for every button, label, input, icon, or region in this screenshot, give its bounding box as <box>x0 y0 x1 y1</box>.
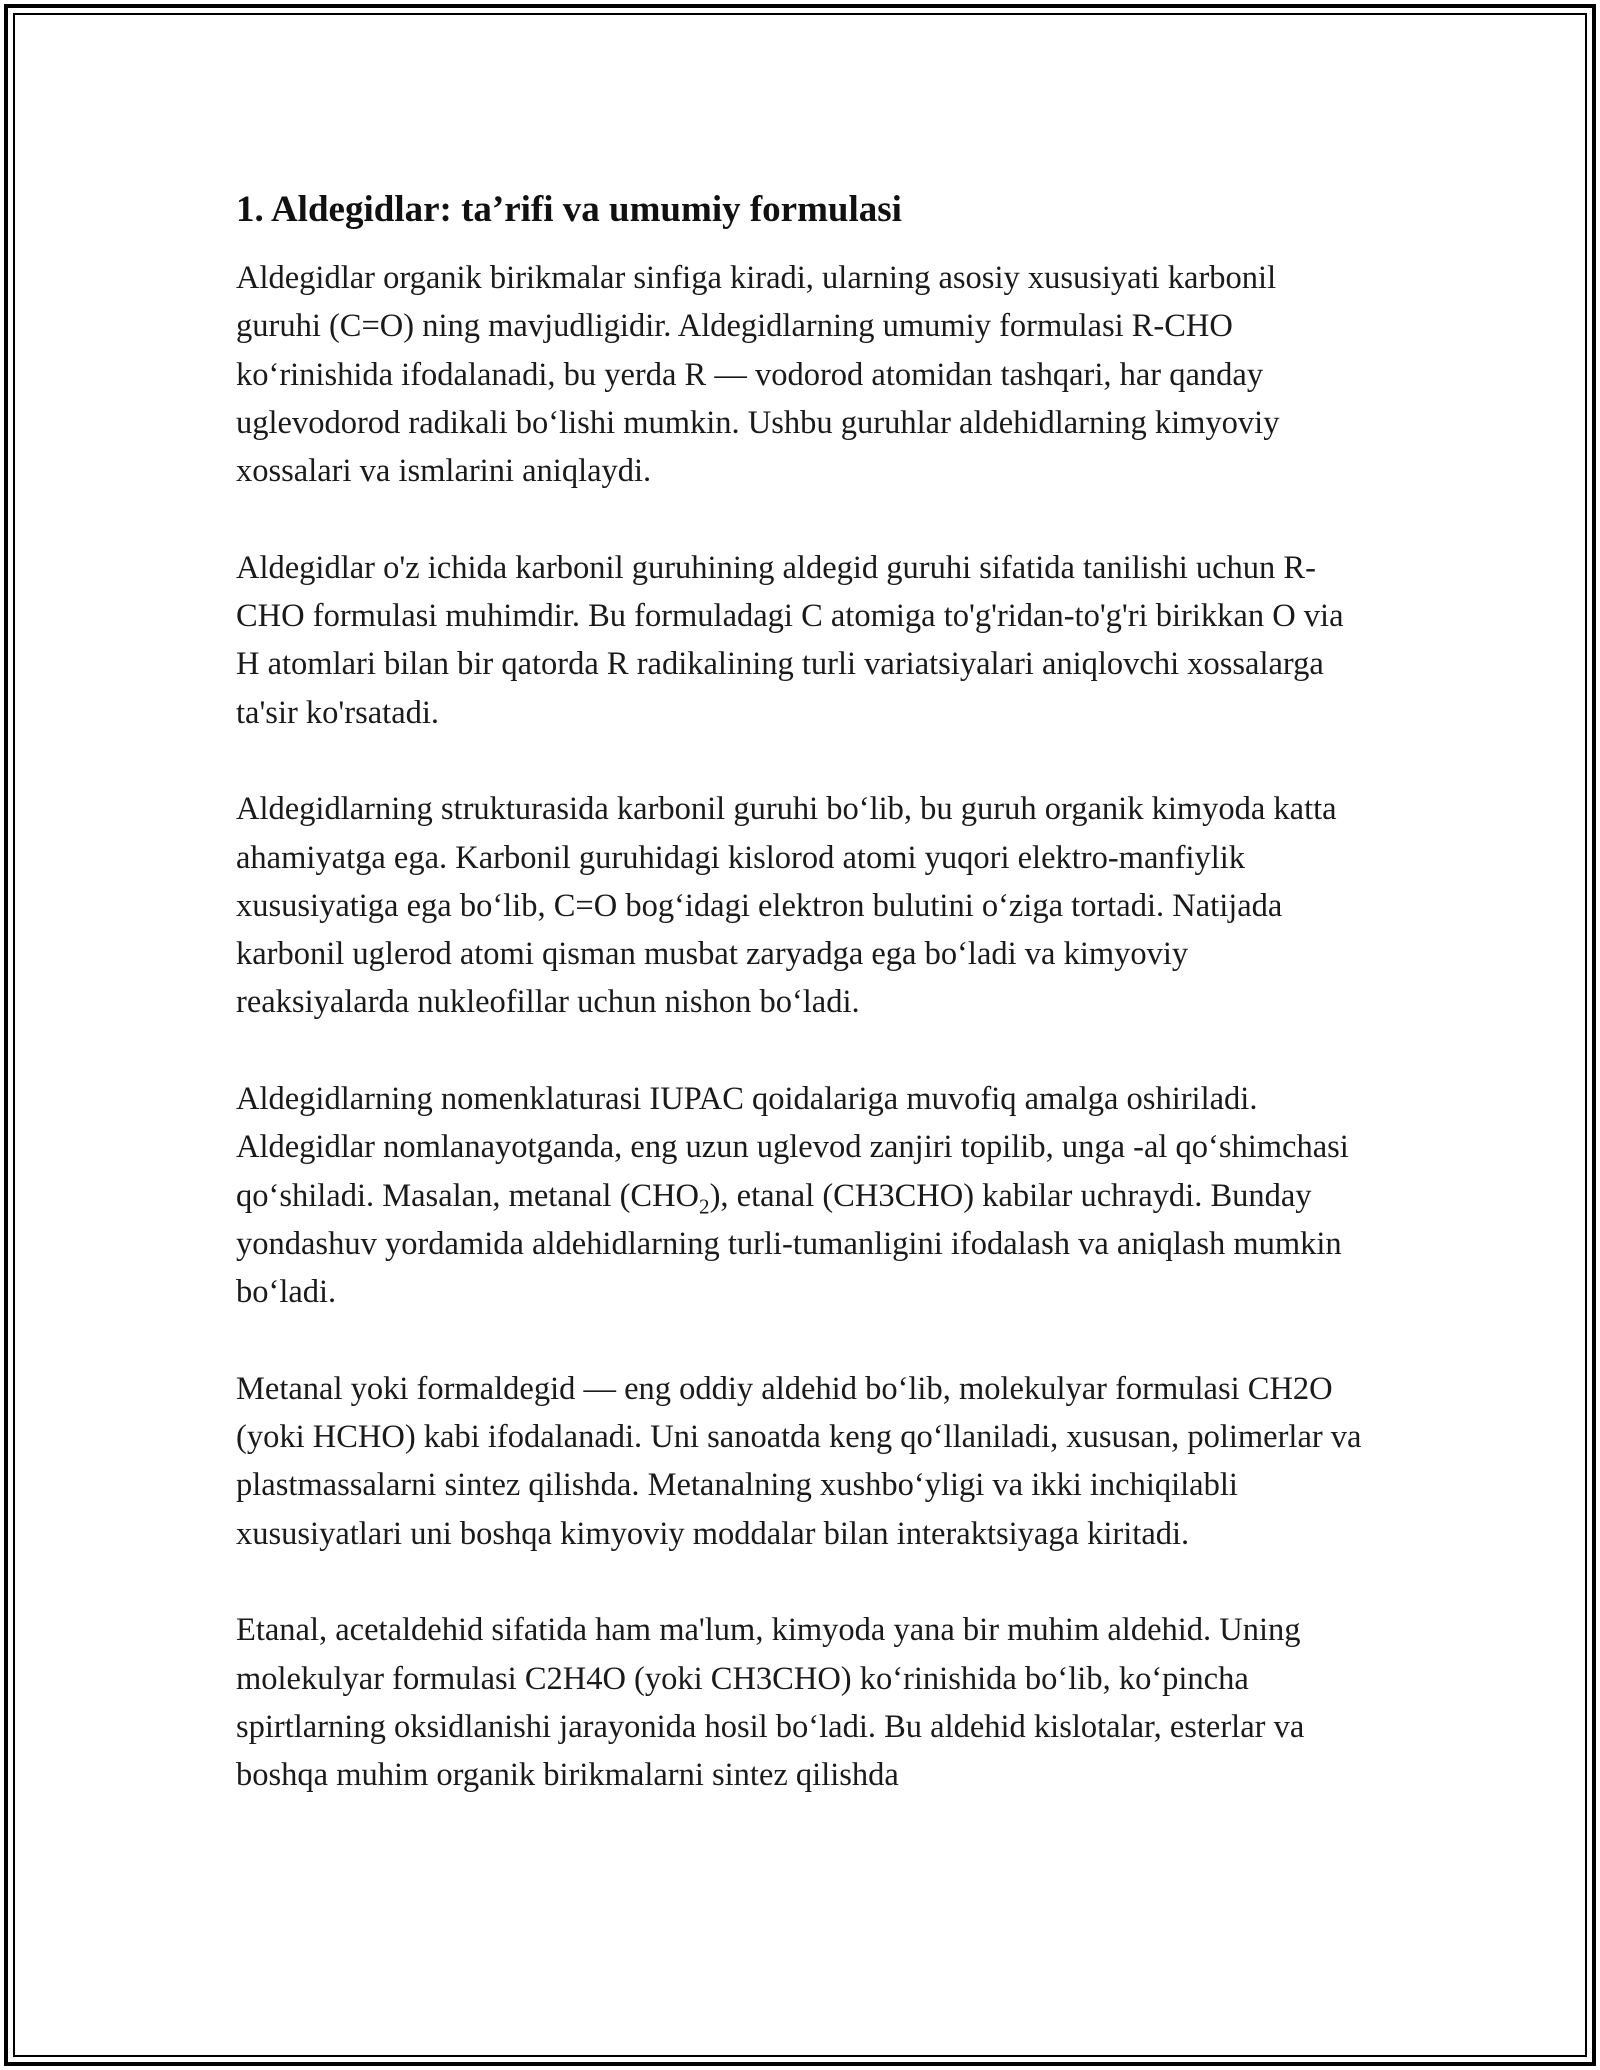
paragraph-ethanal: Etanal, acetaldehid sifatida ham ma'lum, kimyoda yana bir muhim aldehid. Uning molekulyar formulasi C2H4O (yoki CH3CHO) ko‘rinishida bo‘lib, ko‘pincha spirtlarning oksidlanishi jarayonida hosil bo‘ladi. Bu aldehid kislotalar, esterlar va boshqa muhim organik birikmalarni sintez qilishda <box>236 1612 1305 1794</box>
nomenclature-text-after: ), etanal (CH3CHO) kabilar uchraydi. Bunday yondashuv yordamida aldehidlarning turli-tumanligini ifodalash va aniqlash mumkin bo‘ladi. <box>236 1177 1342 1311</box>
paragraph-definition: Aldegidlar organik birikmalar sinfiga kiradi, ularning asosiy xususiyati karbonil guruhi (C=O) ning mavjudligidir. Aldegidlarning umumiy formulasi R-CHO ko‘rinishida ifodalanadi, bu yerda R — vodorod atomidan tashqari, har qanday uglevodorod radikali bo‘lishi mumkin. Ushbu guruhlar aldehidlarning kimyoviy xossalari va ismlarini aniqlaydi. <box>236 260 1280 490</box>
document-body <box>236 186 1368 1848</box>
nomenclature-subscript: 2 <box>699 1194 710 1219</box>
paragraph-methanal: Metanal yoki formaldegid — eng oddiy aldehid bo‘lib, molekulyar formulasi CH2O (yoki HCHO) kabi ifodalanadi. Uni sanoatda keng qo‘llaniladi, xususan, polimerlar va plastmassalarni sintez qilishda. Metanalning xushbo‘yligi va ikki inchiqilabli xususiyatlari uni boshqa kimyoviy moddalar bilan interaktsiyaga kiritadi. <box>236 1370 1362 1552</box>
paragraph-structure: Aldegidlarning strukturasida karbonil guruhi bo‘lib, bu guruh organik kimyoda katta ahamiyatga ega. Karbonil guruhidagi kislorod atomi yuqori elektro-manfiylik xususiyatiga ega bo‘lib, C=O bog‘idagi elektron bulutini o‘ziga tortadi. Natijada karbonil uglerod atomi qisman musbat zaryadga ega bo‘ladi va kimyoviy reaksiyalarda nukleofillar uchun nishon bo‘ladi. <box>236 791 1337 1021</box>
section-heading: 1. Aldegidlar: ta’rifi va umumiy formulasi <box>236 189 902 230</box>
paragraph-nomenclature <box>236 1075 1368 1316</box>
nomenclature-text-before: Aldegidlarning nomenklaturasi IUPAC qoidalariga muvofiq amalga oshiriladi. Aldegidlar nomlanayotganda, eng uzun uglevod zanjiri topilib, unga -al qo‘shimchasi qo‘shiladi. Masalan, metanal (CHO <box>236 1081 1349 1214</box>
paragraph-formula: Aldegidlar o'z ichida karbonil guruhining aldegid guruhi sifatida tanilishi uchun R-CHO formulasi muhimdir. Bu formuladagi C atomiga to'g'ridan-to'g'ri birikkan O via H atomlari bilan bir qatorda R radikalining turli variatsiyalari aniqlovchi xossalarga ta'sir ko'rsatadi. <box>236 549 1344 731</box>
